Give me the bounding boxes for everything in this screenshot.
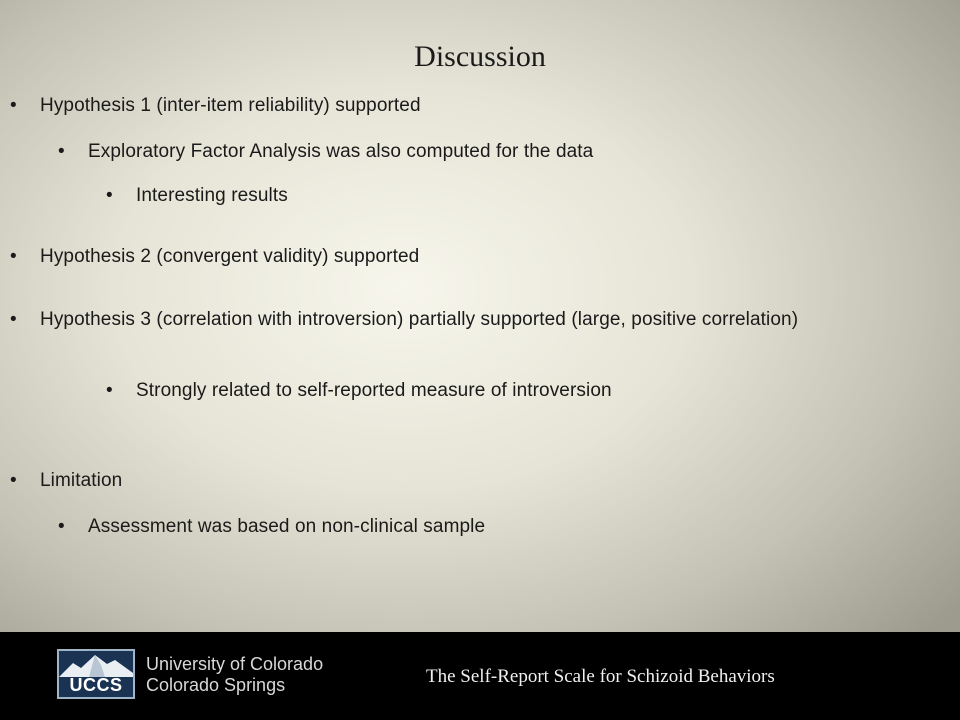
bullet-item (10, 245, 900, 269)
mountain-icon (59, 651, 133, 677)
university-name (146, 654, 323, 696)
bullet-text: Interesting results (136, 185, 288, 206)
bullet-dot: • (10, 470, 17, 491)
bullet-text: Strongly related to self-reported measure of introversion (136, 380, 612, 401)
bullet-text: Assessment was based on non-clinical sample (88, 516, 486, 537)
bullet-item (106, 379, 916, 403)
university-line: University of Colorado (146, 654, 324, 674)
bullet-item (10, 94, 900, 118)
bullet-dot: • (10, 95, 17, 116)
bullet-item (106, 184, 916, 208)
logo-text: UCCS (69, 675, 123, 695)
bullet-text: Hypothesis 2 (convergent validity) supported (40, 246, 420, 267)
presentation-title: The Self-Report Scale for Schizoid Behaviors (426, 666, 775, 687)
uccs-logo (57, 649, 135, 699)
bullet-dot: • (58, 141, 65, 162)
bullet-dot: • (10, 246, 17, 267)
slide-title: Discussion (414, 40, 546, 73)
bullet-item (10, 469, 900, 493)
bullet-dot: • (58, 516, 65, 537)
bullet-item (10, 308, 880, 332)
footer-bar (0, 632, 960, 720)
bullet-dot: • (106, 185, 113, 206)
bullet-text: Exploratory Factor Analysis was also computed for the data (88, 141, 594, 162)
university-line: Colorado Springs (146, 675, 286, 695)
bullet-text: Hypothesis 3 (correlation with introversion) partially supported (large, positive correlation) (40, 309, 799, 330)
bullet-text: Limitation (40, 470, 123, 491)
bullet-item (58, 515, 908, 539)
bullet-dot: • (106, 380, 113, 401)
bullet-text: Hypothesis 1 (inter-item reliability) supported (40, 95, 421, 116)
bullet-item (58, 140, 908, 164)
bullet-dot: • (10, 309, 17, 330)
